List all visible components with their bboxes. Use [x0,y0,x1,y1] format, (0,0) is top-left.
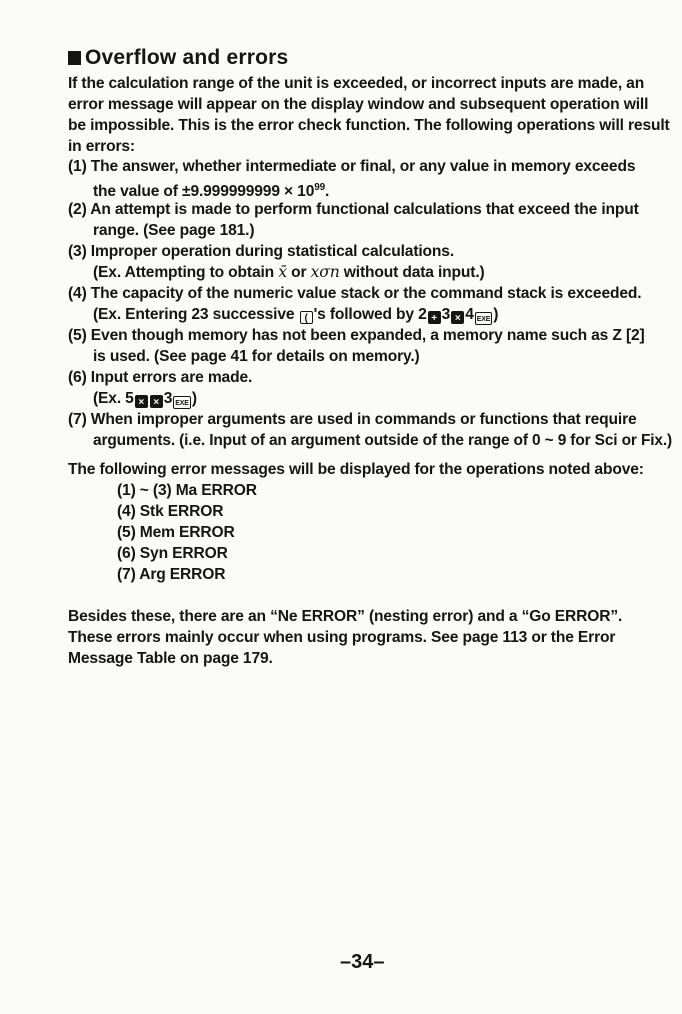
open-paren-key-icon: ( [300,311,313,324]
times-key-icon: × [451,311,464,324]
x-bar-symbol: x̄ [278,263,287,281]
item-1-end: . [325,183,330,201]
message-item: (7) Arg ERROR [117,566,226,583]
besides-line-1: Besides these, there are an “Ne ERROR” (nesting error) and a “Go ERROR”. [68,608,623,625]
message-item: (5) Mem ERROR [117,524,235,541]
item-6-example [93,389,197,409]
page-number: –34– [340,951,385,973]
x-sigma-symbol: xσn [310,263,340,281]
message-item: (6) Syn ERROR [117,545,228,562]
besides-line-3: Message Table on page 179. [68,650,273,667]
item-6-ex-pre: (Ex. 5 [93,390,134,407]
item-1-line-2 [93,178,329,201]
item-6-line-1: (6) Input errors are made. [68,369,253,386]
message-item: (1) ~ (3) Ma ERROR [117,482,257,499]
item-3-ex-pre: (Ex. Attempting to obtain [93,264,275,281]
item-4-example [93,305,498,325]
plus-key-icon: + [428,311,441,324]
heading-text: Overflow and errors [85,46,289,69]
item-2-line-1: (2) An attempt is made to perform functional calculations that exceed the input [68,201,639,218]
item-7-line-1: (7) When improper arguments are used in commands or functions that require [68,411,637,428]
exe-key-icon: EXE [475,312,493,325]
item-4-n4: 4 [465,306,474,323]
item-4-line-1: (4) The capacity of the numeric value stack or the command stack is exceeded. [68,285,642,302]
item-1-text: the value of ±9.999999999 × 10 [93,183,315,201]
exe-key-icon: EXE [173,396,191,409]
message-item: (4) Stk ERROR [117,503,224,520]
item-6-n3: 3 [163,390,173,407]
item-7-line-2: arguments. (i.e. Input of an argument outside of the range of 0 ~ 9 for Sci or Fix.) [93,432,673,449]
item-3-line-1: (3) Improper operation during statistical calculations. [68,243,454,260]
times-key-icon: × [150,395,163,408]
item-3-example [93,263,485,282]
square-bullet-icon [68,51,81,65]
section-heading [68,46,288,70]
intro-line-4: in errors: [68,138,135,155]
item-3-ex-post: without data input.) [343,264,485,281]
intro-line-1: If the calculation range of the unit is exceeded, or incorrect inputs are made, an [68,75,645,92]
intro-line-2: error message will appear on the display window and subsequent operation will [68,96,649,113]
exponent: 99 [314,182,326,193]
item-1-line-1: (1) The answer, whether intermediate or final, or any value in memory exceeds [68,158,636,175]
intro-line-3: be impossible. This is the error check function. The following operations will result [68,117,670,134]
item-2-line-2: range. (See page 181.) [93,222,255,239]
besides-line-2: These errors mainly occur when using programs. See page 113 or the Error [68,629,616,646]
messages-intro: The following error messages will be displayed for the operations noted above: [68,461,644,478]
item-4-ex-mid: 's followed by 2 [313,306,427,323]
item-6-ex-post: ) [191,390,197,407]
times-key-icon: × [135,395,148,408]
item-4-n3: 3 [441,306,451,323]
item-4-ex-pre: (Ex. Entering 23 successive [93,306,295,323]
item-5-line-1: (5) Even though memory has not been expanded, a memory name such as Z [2] [68,327,645,344]
item-5-line-2: is used. (See page 41 for details on memory.) [93,348,420,365]
item-4-ex-post: ) [493,306,499,323]
item-3-or: or [291,264,307,281]
